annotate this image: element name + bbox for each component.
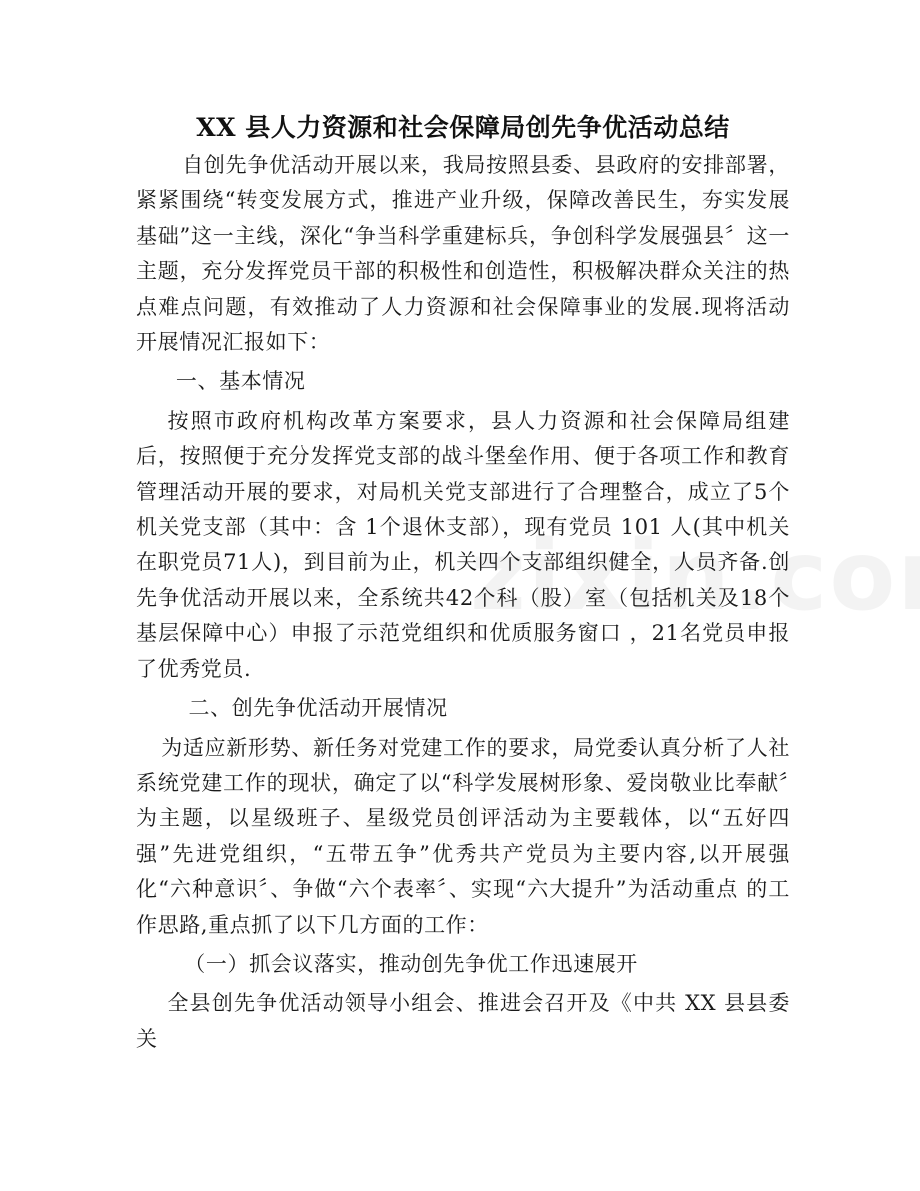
- section-heading-basic: 一、基本情况: [175, 369, 306, 394]
- section-body-basic: 按照市政府机构改革方案要求，县人力资源和社会保障局组建后，按照便于充分发挥党支部的战斗堡垒作用、便于各项工作和教育管理活动开展的要求，对局机关党支部进行了合理整合，成立了5个机关党支部（其中：含 1个退休支部），现有党员 101 人(其中机关在职党员71人)，到目前为止，机关四个支部组织健全，人员齐备.创先争优活动开展以来，全系统共42个科（股）室（包括机关及18个基层保障中心）申报了示范党组织和优质服务窗口 ，21名党员申报了优秀党员.: [136, 408, 790, 681]
- intro-paragraph: 自创先争优活动开展以来，我局按照县委、县政府的安排部署，紧紧围绕“转变发展方式，推进产业升级，保障改善民生，夯实发展基础”这一主线，深化“争当科学重建标兵，争创科学发展强县〞这一主题，充分发挥党员干部的积极性和创造性，积极解决群众关注的热点难点问题，有效推动了人力资源和社会保障事业的发展.现将活动开展情况汇报如下：: [136, 153, 790, 355]
- document-body: [136, 108, 790, 1057]
- subsection-body-meetings: 全县创先争优活动领导小组会、推进会召开及《中共 XX 县县委关: [136, 991, 790, 1051]
- document-title: XX 县人力资源和社会保障局创先争优活动总结: [196, 113, 730, 142]
- section-body-activities: 为适应新形势、新任务对党建工作的要求，局党委认真分析了人社系统党建工作的现状，确定了以“科学发展树形象、爱岗敬业比奉献〞为主题，以星级班子、星级党员创评活动为主要载体，以“五好四强”先进党组织，“五带五争”优秀共产党员为主要内容,以开展强化“六种意识〞、争做“六个表率〞、实现“六大提升”为活动重点 的工作思路,重点抓了以下几方面的工作：: [136, 735, 790, 937]
- subsection-heading-meetings: （一）抓会议落实，推动创先争优工作迅速展开: [184, 951, 638, 976]
- section-heading-activities: 二、创先争优活动开展情况: [188, 696, 448, 721]
